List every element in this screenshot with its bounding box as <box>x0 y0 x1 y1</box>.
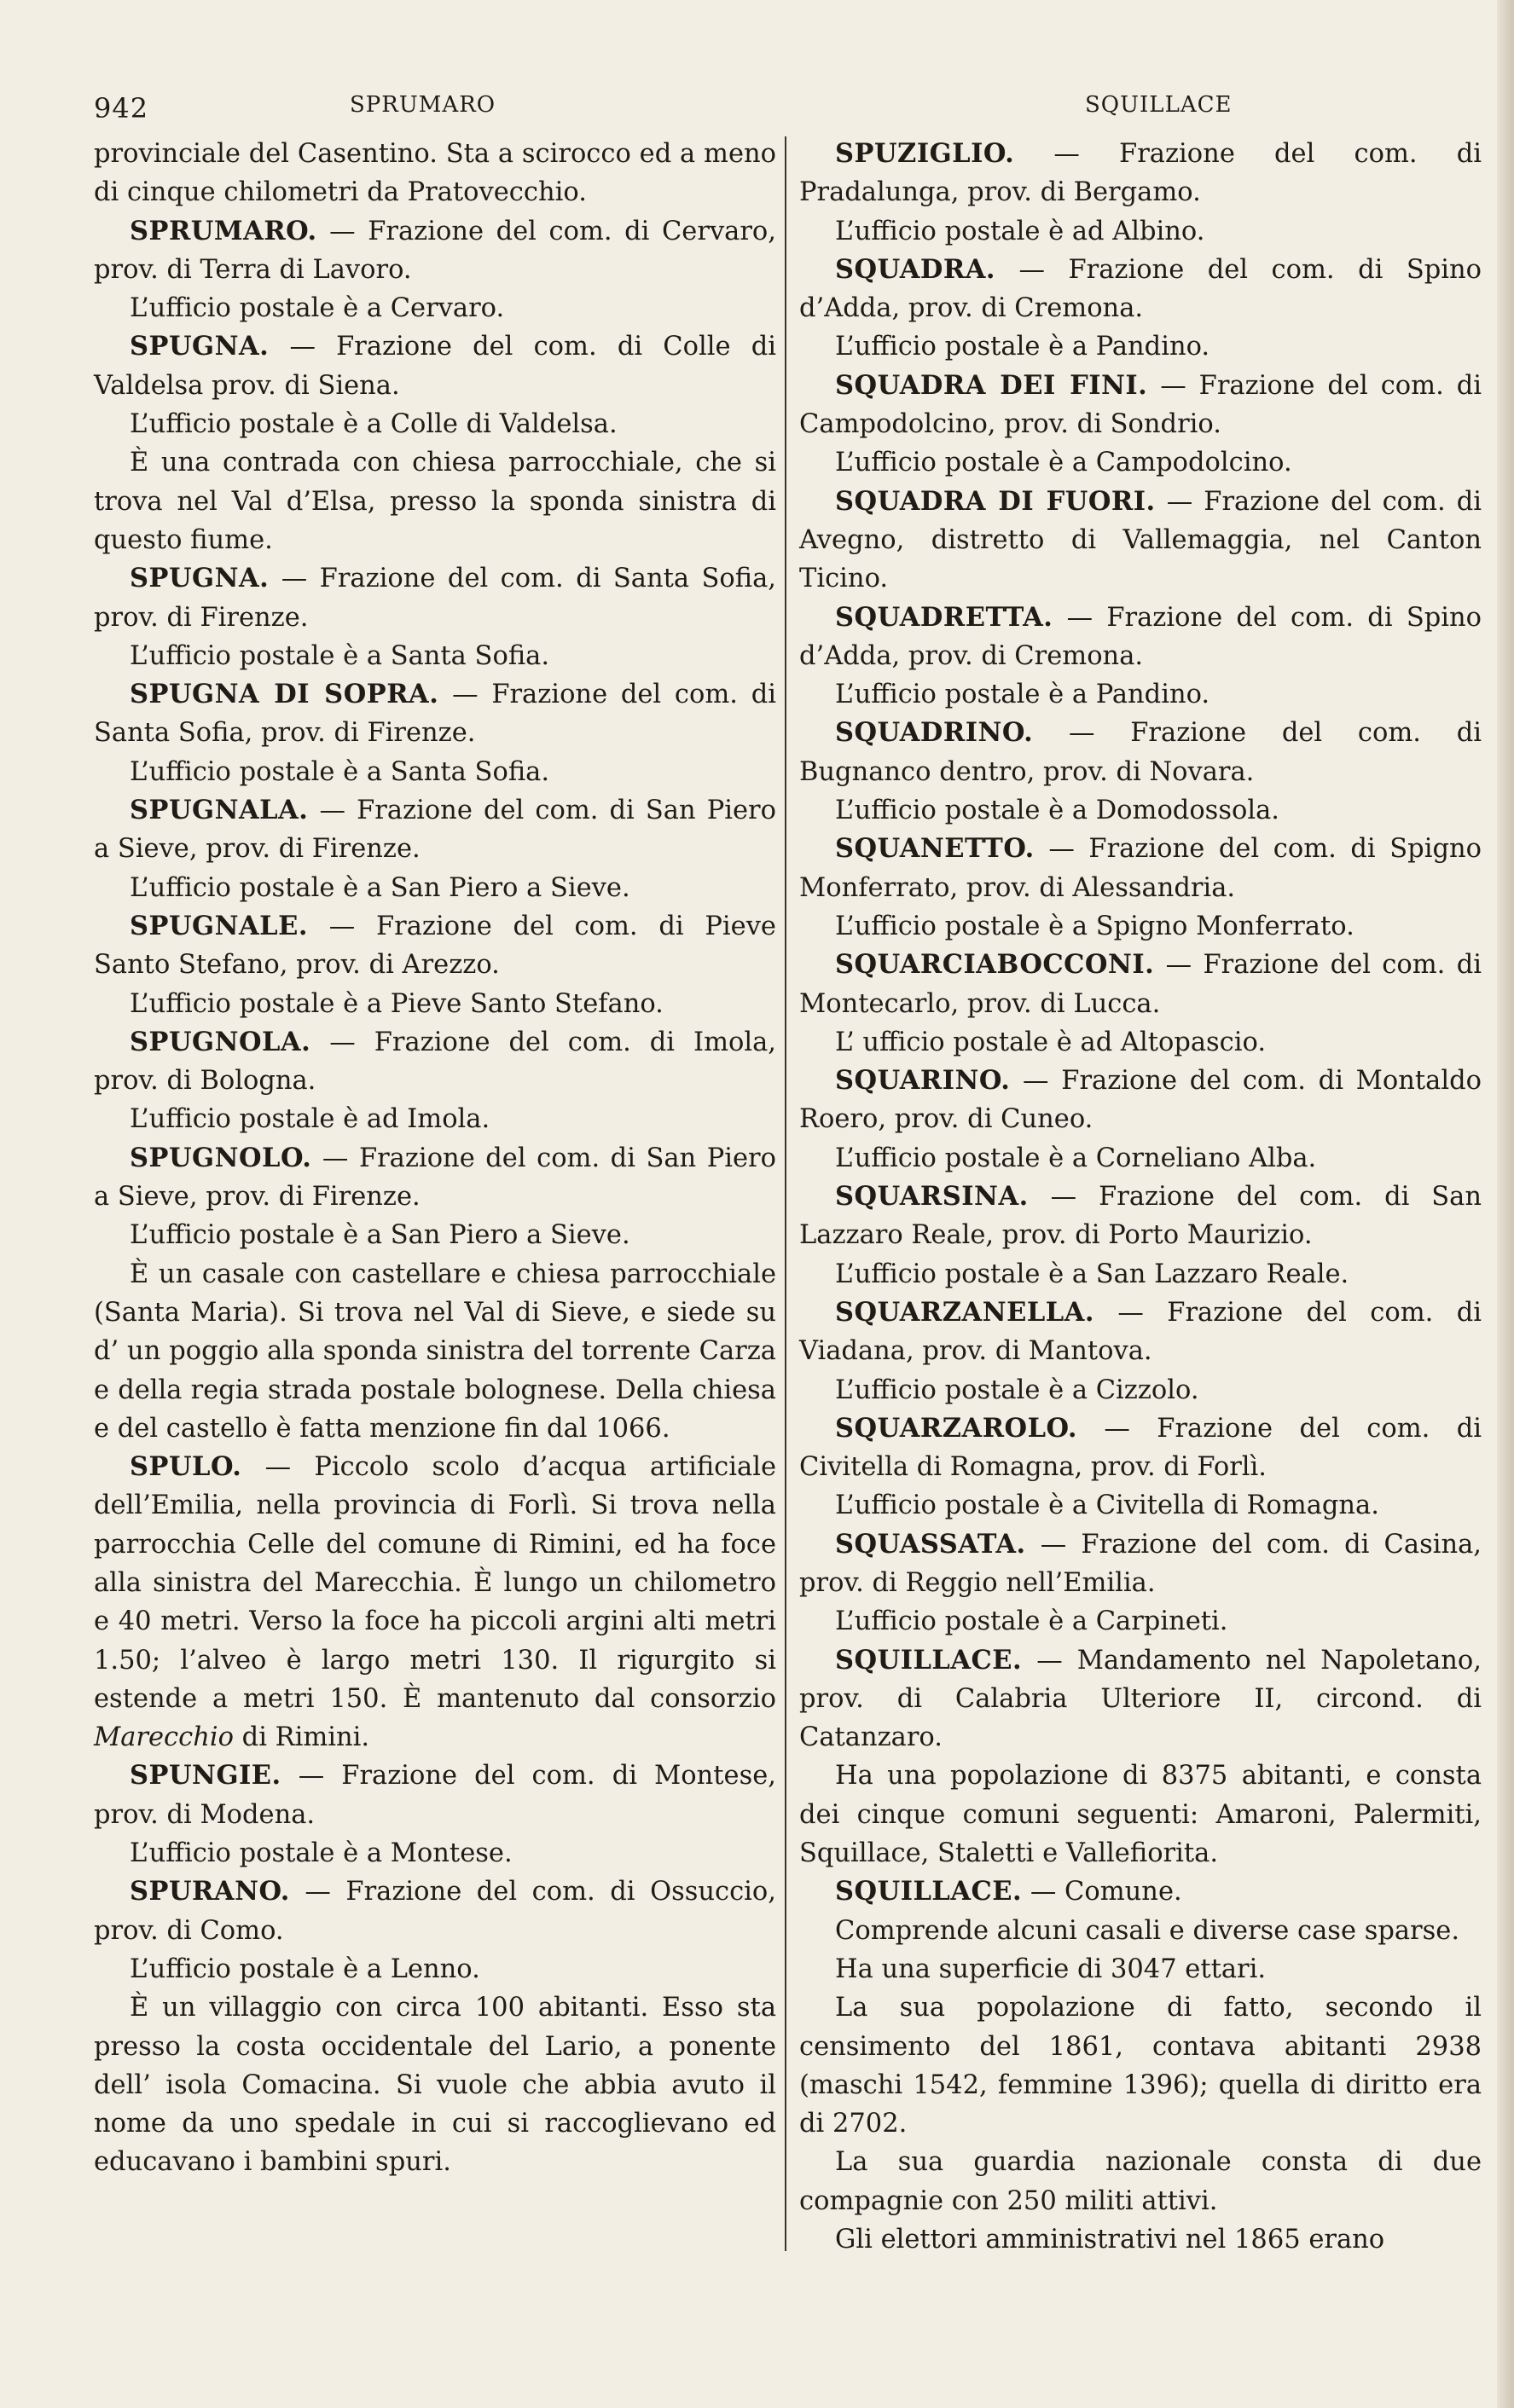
entry-text: — Frazione del com. di Bugnanco dentro, prov. di Novara. <box>799 718 1482 787</box>
dictionary-entry <box>94 1873 776 1950</box>
dictionary-entry <box>799 135 1482 212</box>
dictionary-entry <box>799 1525 1482 1603</box>
dictionary-entry <box>799 714 1482 791</box>
entry-text: L’ ufficio postale è ad Altopascio. <box>835 1027 1267 1057</box>
entry-text: — Frazione del com. di Cervaro, prov. di Terra di Lavoro. <box>94 216 776 285</box>
page-number: 942 <box>94 92 149 124</box>
paragraph <box>94 289 776 327</box>
paragraph <box>94 1216 776 1254</box>
entry-headword: SQUARZAROLO. <box>835 1412 1077 1444</box>
entry-text: — Frazione del com. di Avegno, distretto di Vallemaggia, nel Canton Ticino. <box>799 486 1482 594</box>
entry-headword: SQUARSINA. <box>835 1181 1029 1213</box>
dictionary-entry <box>799 830 1482 907</box>
entry-text: — Frazione del com. di Imola, prov. di Bologna. <box>94 1027 776 1097</box>
dictionary-entry <box>94 1448 776 1757</box>
entry-text: L’ufficio postale è ad Albino. <box>835 216 1205 246</box>
entry-text: provinciale del Casentino. Sta a scirocco ed a meno di cinque chilometri da Pratovecchio. <box>94 139 776 208</box>
dictionary-entry <box>799 1178 1482 1255</box>
paragraph <box>94 637 776 675</box>
entry-text: L’ufficio postale è a Santa Sofia. <box>130 640 550 671</box>
paragraph <box>94 1950 776 1988</box>
entry-text: L’ufficio postale è a Cizzolo. <box>835 1375 1199 1405</box>
entry-text: — Frazione del com. di Santa Sofia, prov. di Firenze. <box>94 564 776 633</box>
entry-headword: SQUILLACE. <box>835 1876 1023 1907</box>
entry-text: L’ufficio postale è a Carpineti. <box>835 1606 1228 1637</box>
dictionary-entry <box>94 907 776 985</box>
entry-text: — Frazione del com. di Montecarlo, prov. di Lucca. <box>799 950 1482 1019</box>
entry-text: — Frazione del com. di Casina, prov. di Reggio nell’Emilia. <box>799 1529 1482 1598</box>
dictionary-entry <box>799 946 1482 1023</box>
entry-text: L’ufficio postale è a Cervaro. <box>130 293 505 324</box>
entry-text: — Frazione del com. di Spigno Monferrato, prov. di Alessandria. <box>799 834 1482 903</box>
paragraph <box>94 443 776 559</box>
entry-headword: SPUGNA. <box>130 331 270 362</box>
dictionary-entry <box>94 212 776 290</box>
entry-text: L’ufficio postale è a Corneliano Alba. <box>835 1143 1317 1173</box>
entry-headword: SQUARCIABOCCONI. <box>835 949 1155 981</box>
paragraph <box>799 1988 1482 2143</box>
dictionary-entry <box>799 1409 1482 1487</box>
paragraph <box>94 869 776 907</box>
entry-headword: SPUGNALA. <box>130 795 309 826</box>
entry-text: La sua guardia nazionale consta di due compagnie con 250 militi attivi. <box>799 2147 1482 2216</box>
entry-headword: SPUGNA DI SOPRA. <box>130 679 439 710</box>
dictionary-entry <box>94 327 776 405</box>
dictionary-entry <box>799 1873 1482 1911</box>
paragraph <box>799 1023 1482 1062</box>
dictionary-entry <box>94 675 776 753</box>
entry-text: L’ufficio postale è a Lenno. <box>130 1954 480 1984</box>
right-column <box>799 135 1482 2259</box>
paragraph <box>799 327 1482 366</box>
entry-text-tail: di Rimini. <box>233 1722 370 1753</box>
entry-text: — Piccolo scolo d’acqua artificiale dell’Emilia, nella provincia di Forlì. Si trova nella parrocchia Celle del comune di Rimini, ed ha foce alla sinistra del Marecchia. È lungo un chilometro e 40 metri. Verso la foce ha piccoli argini alti metri 1.50; l’alveo è largo metri 130. Il rigurgito si estende a metri 150. È mantenuto dal consorzio <box>94 1452 776 1714</box>
paragraph <box>799 1486 1482 1525</box>
entry-headword: SQUANETTO. <box>835 833 1035 865</box>
paragraph <box>799 791 1482 830</box>
entry-text: Ha una popolazione di 8375 abitanti, e consta dei cinque comuni seguenti: Amaroni, Palermiti, Squillace, Staletti e Vallefiorita. <box>799 1761 1482 1869</box>
entry-text: — Frazione del com. di Colle di Valdelsa prov. di Siena. <box>94 332 776 401</box>
entry-headword: SQUILLACE. <box>835 1644 1023 1676</box>
entry-headword: SQUADRETTA. <box>835 601 1053 633</box>
entry-text: Ha una superficie di 3047 ettari. <box>835 1954 1267 1984</box>
paragraph <box>94 135 776 212</box>
entry-text: L’ufficio postale è a Santa Sofia. <box>130 756 550 787</box>
entry-text: L’ufficio postale è a San Lazzaro Reale. <box>835 1259 1349 1289</box>
paragraph <box>94 1988 776 2181</box>
paragraph <box>94 753 776 791</box>
paragraph <box>799 443 1482 482</box>
paragraph <box>94 405 776 443</box>
entry-text: L’ufficio postale è a San Piero a Sieve. <box>130 1220 630 1251</box>
running-head-left: SPRUMARO <box>350 92 496 118</box>
entry-headword: SQUADRA DEI FINI. <box>835 369 1148 401</box>
entry-headword: SQUASSATA. <box>835 1528 1026 1560</box>
entry-text: — Frazione del com. di Montese, prov. di Modena. <box>94 1761 776 1830</box>
page-edge <box>1497 0 1514 2408</box>
entry-text: Gli elettori amministrativi nel 1865 erano <box>835 2225 1385 2255</box>
running-head-right: SQUILLACE <box>1085 92 1233 118</box>
entry-headword: SQUARINO. <box>835 1065 1011 1097</box>
paragraph <box>94 1255 776 1448</box>
entry-text: — Frazione del com. di San Piero a Sieve, prov. di Firenze. <box>94 796 776 865</box>
dictionary-entry <box>799 1062 1482 1139</box>
entry-headword: SQUADRA. <box>835 253 995 285</box>
paragraph <box>799 2220 1482 2259</box>
entry-text: L’ufficio postale è a Pandino. <box>835 680 1210 710</box>
dictionary-entry <box>799 367 1482 444</box>
dictionary-entry <box>94 559 776 637</box>
paragraph <box>799 1602 1482 1641</box>
entry-text: — Frazione del com. di Pieve Santo Stefano, prov. di Arezzo. <box>94 911 776 981</box>
entry-headword: SPRUMARO. <box>130 215 317 246</box>
left-column <box>94 135 776 2182</box>
entry-headword: SPUGNA. <box>130 563 270 594</box>
dictionary-entry <box>799 1641 1482 1757</box>
entry-headword: SQUADRA DI FUORI. <box>835 485 1156 517</box>
entry-text: L’ufficio postale è a Domodossola. <box>835 796 1279 826</box>
paragraph <box>799 1139 1482 1178</box>
entry-headword: SQUADRINO. <box>835 717 1034 749</box>
entry-text: L’ufficio postale è a Colle di Valdelsa. <box>130 409 618 440</box>
entry-text: L’ufficio postale è a Pieve Santo Stefano. <box>130 988 664 1019</box>
paragraph <box>799 2143 1482 2220</box>
entry-text: — Frazione del com. di Ossuccio, prov. di Como. <box>94 1877 776 1946</box>
paragraph <box>94 1100 776 1138</box>
entry-text: L’ufficio postale è a Campodolcino. <box>835 448 1292 478</box>
entry-text: L’ufficio postale è a Civitella di Romagna. <box>835 1491 1379 1521</box>
entry-headword: SPURANO. <box>130 1876 290 1907</box>
paragraph <box>799 1912 1482 1950</box>
italic-term: Marecchio <box>94 1722 234 1753</box>
entry-text: L’ufficio postale è a Spigno Monferrato. <box>835 911 1354 941</box>
dictionary-entry <box>94 1139 776 1217</box>
paragraph <box>799 1950 1482 1988</box>
entry-text: L’ufficio postale è a Montese. <box>130 1838 513 1869</box>
entry-text: L’ufficio postale è a San Piero a Sieve. <box>130 872 630 903</box>
entry-text: — Frazione del com. di Montaldo Roero, prov. di Cuneo. <box>799 1066 1482 1135</box>
paragraph <box>94 1834 776 1873</box>
entry-text: — Frazione del com. di Spino d’Adda, prov. di Cremona. <box>799 254 1482 324</box>
entry-headword: SQUARZANELLA. <box>835 1296 1094 1328</box>
paragraph <box>799 212 1482 251</box>
dictionary-entry <box>94 1023 776 1101</box>
dictionary-entry <box>799 599 1482 676</box>
entry-text: — Frazione del com. di Pradalunga, prov. di Bergamo. <box>799 139 1482 208</box>
dictionary-entry <box>799 251 1482 328</box>
paragraph <box>799 675 1482 714</box>
entry-text: — Frazione del com. di Civitella di Romagna, prov. di Forlì. <box>799 1413 1482 1483</box>
entry-text: — Frazione del com. di Santa Sofia, prov. di Firenze. <box>94 680 776 749</box>
entry-headword: SPUGNOLO. <box>130 1142 312 1173</box>
entry-text: — Frazione del com. di Spino d’Adda, prov. di Cremona. <box>799 602 1482 671</box>
dictionary-entry <box>94 1757 776 1834</box>
entry-headword: SPUZIGLIO. <box>835 138 1015 169</box>
column-divider <box>785 136 786 2251</box>
entry-text: È una contrada con chiesa parrocchiale, che si trova nel Val d’Elsa, presso la sponda sinistra di questo fiume. <box>94 448 776 555</box>
paragraph <box>799 1371 1482 1409</box>
paragraph <box>799 1757 1482 1873</box>
entry-text: La sua popolazione di fatto, secondo il censimento del 1861, contava abitanti 2938 (maschi 1542, femmine 1396); quella di diritto era di 2702. <box>799 1993 1482 2139</box>
entry-text: L’ufficio postale è ad Imola. <box>130 1104 490 1135</box>
entry-text: È un casale con castellare e chiesa parrocchiale (Santa Maria). Si trova nel Val di Sieve, e siede su d’ un poggio alla sponda sinistra del torrente Carza e della regia strada postale bolognese. Della chiesa e del castello è fatta menzione fin dal 1066. <box>94 1259 776 1444</box>
entry-text: L’ufficio postale è a Pandino. <box>835 332 1210 362</box>
entry-text: — Mandamento nel Napoletano, prov. di Calabria Ulteriore II, circond. di Catanzaro. <box>799 1645 1482 1753</box>
entry-headword: SPUGNALE. <box>130 910 308 941</box>
entry-headword: SPUGNOLA. <box>130 1026 311 1057</box>
paragraph <box>94 985 776 1023</box>
entry-headword: SPUNGIE. <box>130 1760 281 1792</box>
paragraph <box>799 1255 1482 1294</box>
entry-text: — Comune. <box>1022 1877 1182 1907</box>
dictionary-entry <box>799 483 1482 599</box>
entry-text: — Frazione del com. di San Lazzaro Reale, prov. di Porto Maurizio. <box>799 1182 1482 1251</box>
dictionary-entry <box>94 791 776 869</box>
entry-text: — Frazione del com. di Campodolcino, prov. di Sondrio. <box>799 370 1482 440</box>
dictionary-entry <box>799 1294 1482 1371</box>
entry-headword: SPULO. <box>130 1451 242 1483</box>
entry-text: Comprende alcuni casali e diverse case sparse. <box>835 1915 1460 1946</box>
paragraph <box>799 907 1482 946</box>
entry-text: — Frazione del com. di San Piero a Sieve, prov. di Firenze. <box>94 1143 776 1213</box>
entry-text: — Frazione del com. di Viadana, prov. di Mantova. <box>799 1297 1482 1367</box>
running-head <box>0 92 1514 126</box>
entry-text: È un villaggio con circa 100 abitanti. Esso sta presso la costa occidentale del Lario, a ponente dell’ isola Comacina. Si vuole che abbia avuto il nome da uno spedale in cui si raccoglievano ed educavano i bambini spuri. <box>94 1993 776 2178</box>
